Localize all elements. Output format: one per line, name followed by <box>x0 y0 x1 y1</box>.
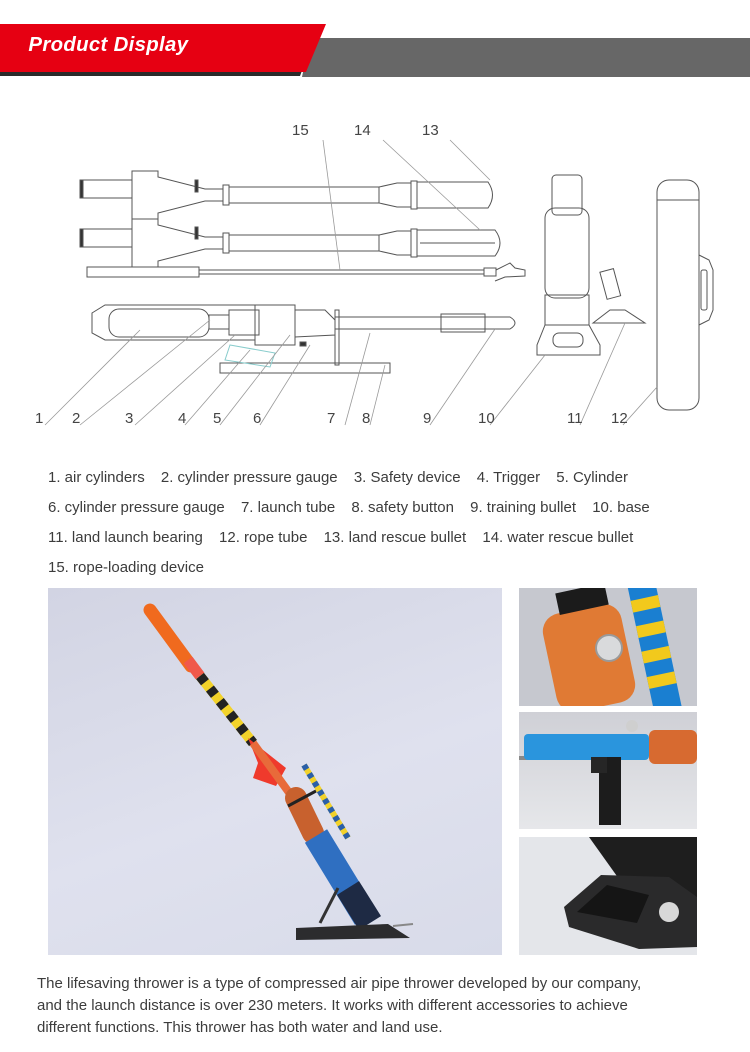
base-drawing <box>537 175 600 355</box>
parts-row <box>48 493 738 523</box>
svg-text:10: 10 <box>478 410 495 427</box>
detail-photo-cylinder <box>519 588 697 706</box>
exploded-diagram <box>25 105 745 445</box>
detail-photo-base <box>519 837 697 955</box>
part-label: 14. water rescue bullet <box>482 529 634 546</box>
part-label: 12. rope tube <box>219 529 308 546</box>
part-label: 11. land launch bearing <box>48 529 203 546</box>
parts-row <box>48 523 738 553</box>
part-label: 10. base <box>592 499 650 516</box>
part-label: 5. Cylinder <box>556 469 628 486</box>
thrower-assembly-drawing <box>92 305 515 373</box>
part-label: 2. cylinder pressure gauge <box>160 469 338 486</box>
water-rescue-bullet-drawing <box>80 219 500 267</box>
main-product-photo <box>48 588 502 955</box>
svg-text:14: 14 <box>354 122 371 139</box>
part-label: 3. Safety device <box>353 469 461 486</box>
svg-text:8: 8 <box>362 410 371 427</box>
parts-legend <box>48 463 738 583</box>
svg-text:12: 12 <box>611 410 628 427</box>
rope-loading-device-drawing <box>87 263 525 281</box>
part-label: 8. safety button <box>351 499 454 516</box>
detail-photo-trigger <box>519 712 697 829</box>
svg-text:15: 15 <box>292 122 309 139</box>
land-launch-bearing-drawing <box>593 269 645 323</box>
svg-text:11: 11 <box>567 410 583 427</box>
land-rescue-bullet-drawing <box>80 171 493 219</box>
part-label: 13. land rescue bullet <box>323 529 467 546</box>
svg-text:2: 2 <box>72 410 81 427</box>
part-label: 9. training bullet <box>470 499 577 516</box>
part-label: 7. launch tube <box>240 499 336 516</box>
part-label: 1. air cylinders <box>48 469 145 486</box>
product-description <box>37 973 737 1039</box>
svg-text:5: 5 <box>213 410 222 427</box>
svg-text:13: 13 <box>422 122 439 139</box>
svg-text:4: 4 <box>178 410 187 427</box>
description-line: The lifesaving thrower is a type of compressed air pipe thrower developed by our company, <box>37 975 642 992</box>
description-line: different functions. This thrower has both water and land use. <box>37 1019 443 1036</box>
part-label: 4. Trigger <box>476 469 541 486</box>
svg-text:1: 1 <box>35 410 44 427</box>
section-header <box>0 0 750 90</box>
description-line: and the launch distance is over 230 meters. It works with different accessories to achieve <box>37 997 628 1014</box>
rope-tube-drawing <box>657 180 713 410</box>
parts-row <box>48 553 738 583</box>
svg-text:6: 6 <box>253 410 262 427</box>
part-label: 6. cylinder pressure gauge <box>48 499 225 516</box>
svg-text:7: 7 <box>327 410 336 427</box>
section-title: Product Display <box>28 34 189 56</box>
svg-text:9: 9 <box>423 410 432 427</box>
svg-text:3: 3 <box>125 410 134 427</box>
part-label: 15. rope-loading device <box>48 559 204 576</box>
parts-row <box>48 463 738 493</box>
